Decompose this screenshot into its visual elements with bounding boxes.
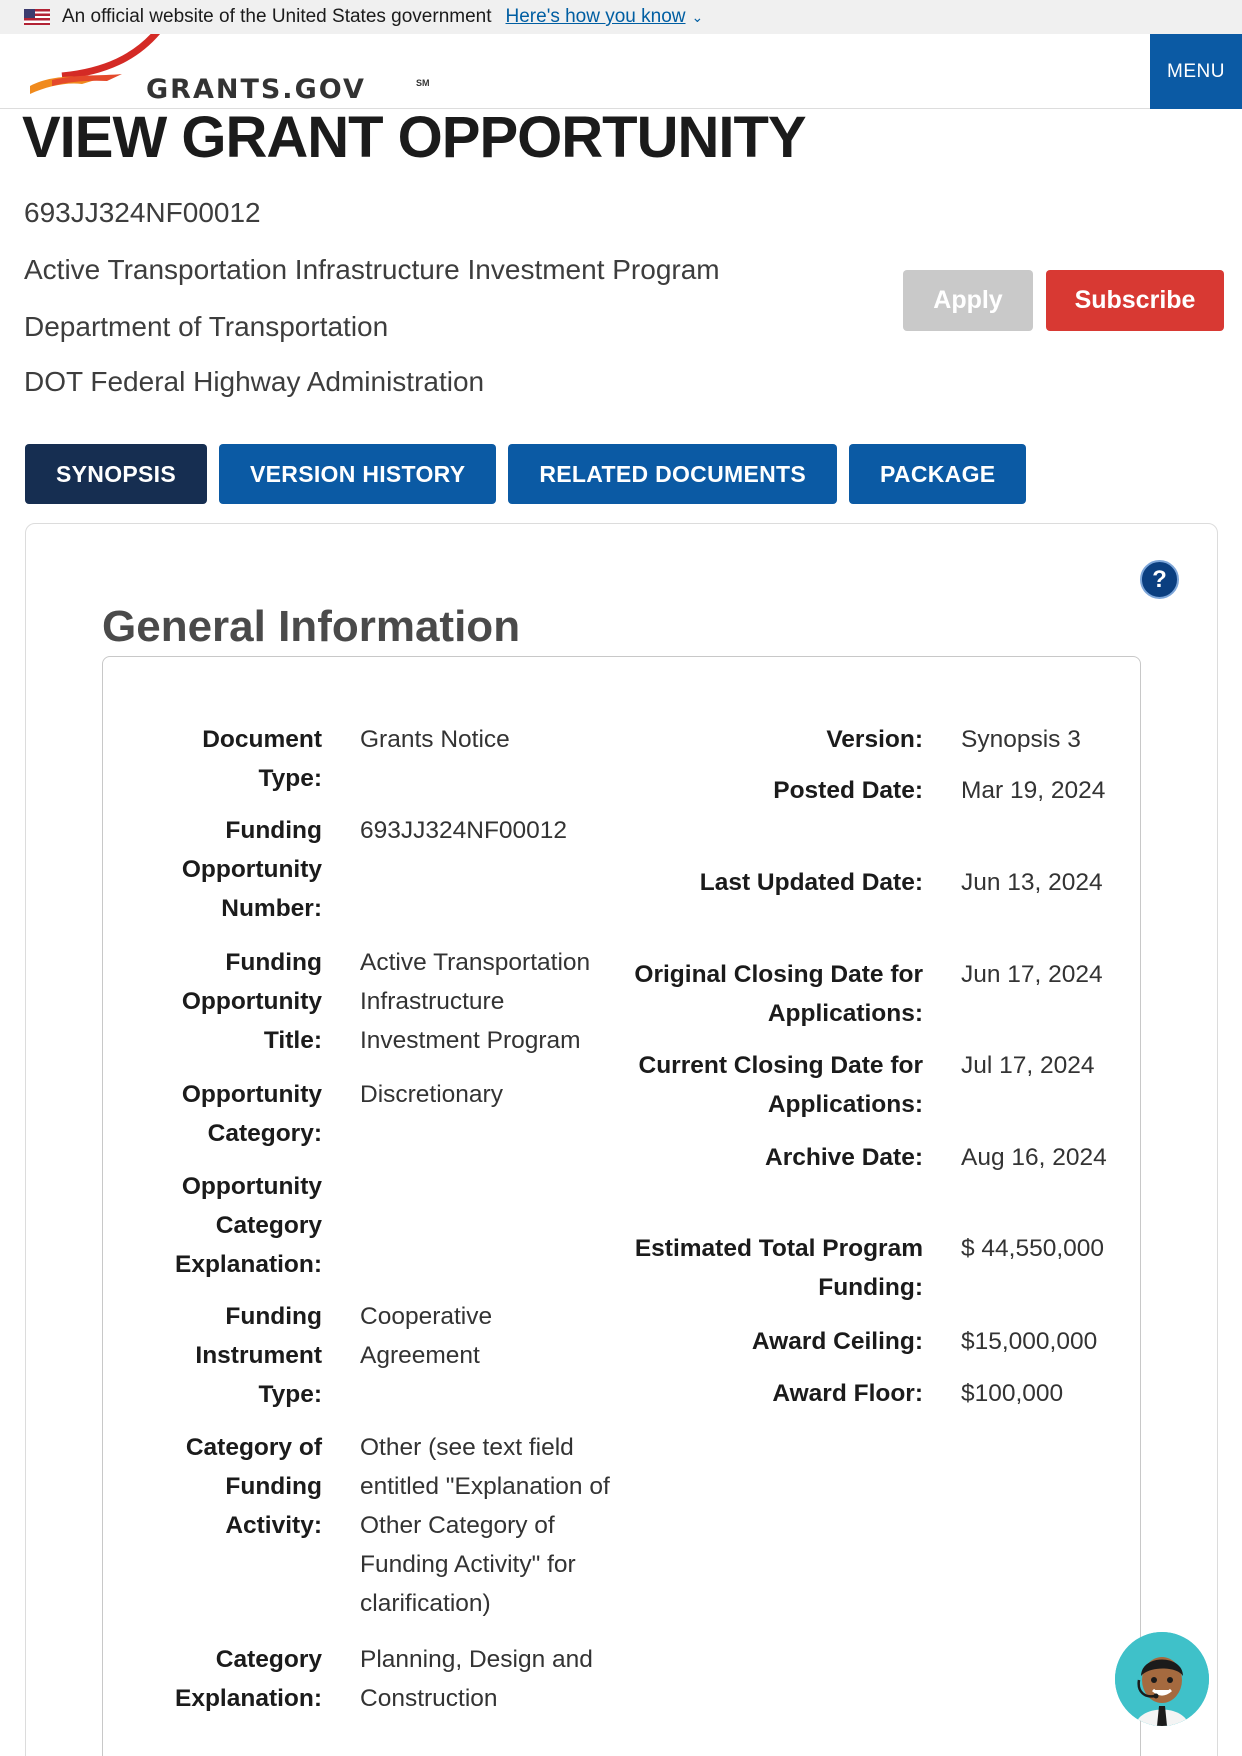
field-label-category-of-funding-activity: Category of Funding Activity: [185, 1434, 322, 1539]
heres-how-you-know-link[interactable]: Here's how you know [505, 6, 686, 27]
field-label-estimated-total-program-funding: Estimated Total Program Funding: [634, 1235, 923, 1301]
help-icon[interactable]: ? [1140, 560, 1179, 599]
opportunity-tabs [25, 444, 1026, 504]
subscribe-button[interactable]: Subscribe [1046, 270, 1224, 331]
site-header [0, 34, 1242, 109]
field-value-archive-date: Aug 16, 2024 [961, 1144, 1107, 1171]
field-label-document-type: Document Type: [202, 726, 322, 792]
opportunity-number: 693JJ324NF00012 [24, 197, 261, 228]
tab-synopsis[interactable]: SYNOPSIS [25, 444, 207, 504]
gov-banner [0, 0, 1242, 34]
chevron-down-icon[interactable]: ⌄ [691, 8, 704, 25]
field-label-archive-date: Archive Date: [765, 1144, 923, 1171]
field-value-category-explanation: Planning, Design and Construction [360, 1646, 593, 1712]
grants-gov-logo[interactable] [22, 34, 442, 109]
agency: DOT Federal Highway Administration [24, 366, 485, 397]
field-value-funding-instrument-type: Cooperative Agreement [360, 1303, 493, 1369]
field-value-last-updated-date: Jun 13, 2024 [961, 869, 1103, 896]
field-value-award-ceiling: $15,000,000 [961, 1328, 1098, 1355]
field-label-version: Version: [826, 726, 923, 753]
field-label-opportunity-category-explanation: Opportunity Category Explanation: [174, 1173, 322, 1278]
field-value-current-closing-date: Jul 17, 2024 [961, 1052, 1095, 1079]
field-value-estimated-total-program-funding: $ 44,550,000 [961, 1235, 1105, 1262]
apply-button[interactable]: Apply [903, 270, 1033, 331]
field-label-posted-date: Posted Date: [773, 777, 923, 804]
field-value-funding-opportunity-number: 693JJ324NF00012 [360, 817, 568, 844]
field-value-award-floor: $100,000 [961, 1380, 1064, 1407]
field-value-document-type: Grants Notice [360, 726, 510, 753]
field-value-original-closing-date: Jun 17, 2024 [961, 961, 1103, 988]
us-flag-icon [24, 9, 50, 25]
tab-related-documents[interactable]: RELATED DOCUMENTS [508, 444, 837, 504]
opportunity-title: Active Transportation Infrastructure Investment Program [24, 254, 720, 285]
support-agent-icon [1115, 1632, 1209, 1726]
field-label-opportunity-category: Opportunity Category: [181, 1081, 322, 1147]
field-value-opportunity-category: Discretionary [360, 1081, 503, 1108]
logo-text: GRANTS.GOV [146, 74, 366, 105]
logo-sm-mark: SM [416, 78, 430, 88]
chat-assistant-button[interactable] [1115, 1632, 1209, 1726]
field-label-category-explanation: Category Explanation: [174, 1646, 322, 1712]
tab-version-history[interactable]: VERSION HISTORY [219, 444, 496, 504]
field-label-funding-opportunity-title: Funding Opportunity Title: [181, 949, 322, 1054]
department: Department of Transportation [24, 311, 389, 342]
field-value-funding-opportunity-title: Active Transportation Infrastructure Investment Program [360, 949, 591, 1054]
field-label-last-updated-date: Last Updated Date: [699, 869, 923, 896]
menu-button[interactable]: MENU [1150, 34, 1242, 109]
general-information-heading: General Information [102, 602, 521, 651]
gov-banner-text: An official website of the United States government [62, 6, 492, 27]
field-label-funding-instrument-type: Funding Instrument Type: [195, 1303, 322, 1408]
page-title: VIEW GRANT OPPORTUNITY [22, 105, 806, 170]
field-value-posted-date: Mar 19, 2024 [961, 777, 1106, 804]
field-label-award-ceiling: Award Ceiling: [751, 1328, 923, 1355]
field-value-version: Synopsis 3 [961, 726, 1081, 753]
field-label-current-closing-date: Current Closing Date for Applications: [638, 1052, 923, 1118]
tab-package[interactable]: PACKAGE [849, 444, 1026, 504]
field-label-original-closing-date: Original Closing Date for Applications: [634, 961, 923, 1027]
field-label-funding-opportunity-number: Funding Opportunity Number: [181, 817, 322, 922]
field-label-award-floor: Award Floor: [772, 1380, 923, 1407]
field-value-category-of-funding-activity: Other (see text field entitled "Explanation of Other Category of Funding Activity" for clarification) [360, 1434, 610, 1617]
